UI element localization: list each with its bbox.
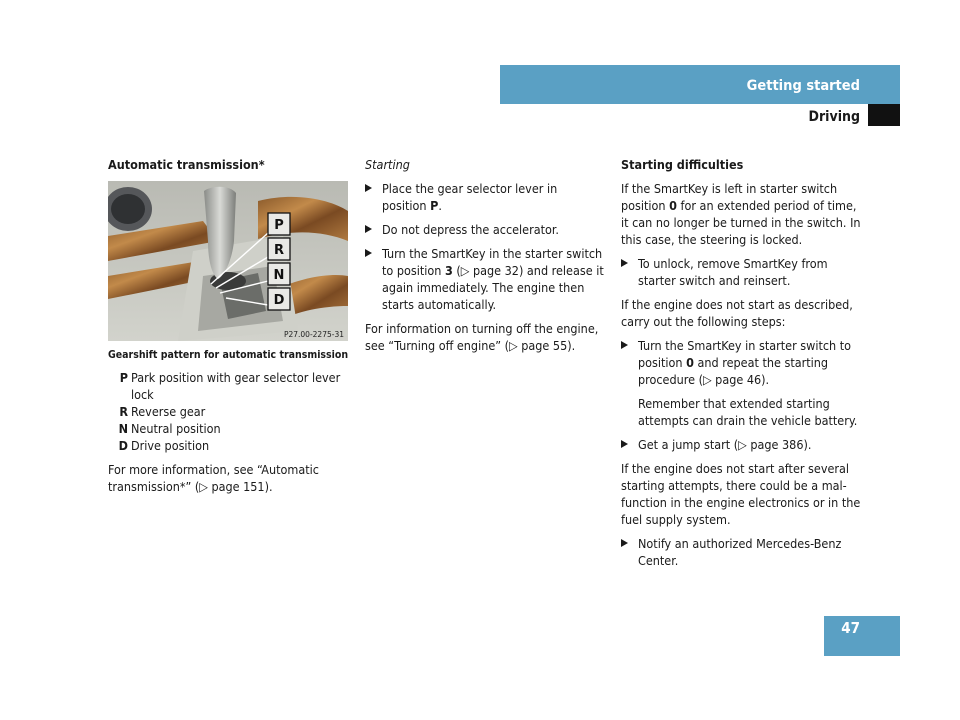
turning-off-info: For information on turning off the engine, see “Turning off engine” (▷ page 55). (365, 321, 599, 353)
step-text: Get a jump start (▷ page 386). (638, 437, 812, 452)
column-2 (365, 156, 605, 361)
legend-item (108, 403, 350, 420)
page-number: 47 (841, 619, 860, 637)
bullet-arrow-icon (621, 539, 628, 547)
bullet-arrow-icon (621, 440, 628, 448)
legend-key: D (118, 438, 128, 453)
legend-key: R (119, 404, 128, 419)
step-text-end: . (438, 198, 442, 213)
header-band (500, 65, 900, 104)
legend-text: Park position with gear selector lever lock (131, 370, 341, 402)
heading-automatic-transmission: Automatic transmission* (108, 157, 265, 172)
instruction-step (365, 221, 605, 238)
instruction-step (621, 255, 863, 289)
bullet-arrow-icon (365, 184, 372, 192)
instruction-step (365, 245, 605, 313)
legend-key: P (119, 370, 128, 385)
position-value: 0 (669, 198, 677, 213)
position-value: P (430, 198, 439, 213)
gearshift-figure (108, 181, 348, 341)
figure-label-r: R (273, 243, 285, 258)
instruction-step (621, 436, 863, 453)
step-text: Do not depress the accelerator. (382, 222, 559, 237)
paragraph: If the engine does not start as described, carry out the following steps: (621, 297, 853, 329)
legend-item (108, 420, 350, 437)
bullet-arrow-icon (365, 249, 372, 257)
legend-text: Neutral position (131, 421, 221, 436)
legend-list (108, 369, 350, 454)
paragraph: If the engine does not start after several starting attempts, there could be a mal-function in the engine electronics or in the fuel supply system. (621, 461, 861, 527)
step-text: Turn the SmartKey in starter switch to position (638, 338, 852, 370)
figure-label-p: P (274, 218, 284, 233)
figure-label-d: D (273, 293, 285, 308)
bullet-arrow-icon (365, 225, 372, 233)
figure-label-n: N (273, 268, 285, 283)
instruction-step (621, 337, 863, 388)
figure-caption: Gearshift pattern for automatic transmission (108, 349, 349, 361)
step-text-end: and repeat the starting procedure (▷ page 46). (638, 355, 829, 387)
text-run: If the SmartKey is left in starter switch position (621, 181, 838, 213)
column-3 (621, 156, 863, 576)
heading-starting: Starting (365, 157, 410, 172)
legend-key: N (118, 421, 128, 436)
step-text-end: (▷ page 32) and release it again immediately. The engine then starts automatically. (382, 263, 604, 312)
step-text: Notify an authorized Mercedes-Benz Center. (638, 536, 842, 568)
instruction-step (621, 535, 863, 569)
header-marker (868, 104, 900, 126)
text-run: for an extended period of time, it can no longer be turned in the switch. In this case, the steering is locked. (621, 198, 861, 247)
step-text: To unlock, remove SmartKey from starter switch and reinsert. (638, 256, 828, 288)
heading-starting-difficulties: Starting difficulties (621, 157, 744, 172)
legend-item (108, 369, 350, 403)
subsection-title: Driving (808, 109, 860, 125)
legend-item (108, 437, 350, 454)
instruction-step (365, 180, 605, 214)
step-text: Place the gear selector lever in position (382, 181, 558, 213)
section-title: Getting started (746, 78, 860, 94)
more-info-text: For more information, see “Automatic transmission*” (▷ page 151). (108, 462, 319, 494)
position-value: 0 (686, 355, 694, 370)
column-1 (108, 156, 350, 502)
legend-text: Drive position (131, 438, 210, 453)
paragraph (621, 180, 863, 248)
gearshift-illustration (108, 181, 348, 341)
step-note: Remember that extended starting attempts can drain the vehicle battery. (638, 396, 858, 428)
position-value: 3 (444, 263, 453, 278)
legend-text: Reverse gear (131, 404, 206, 419)
figure-code: P27.00-2275-31 (283, 330, 344, 339)
bullet-arrow-icon (621, 259, 628, 267)
bullet-arrow-icon (621, 341, 628, 349)
page-number-box (824, 616, 900, 656)
step-text: Turn the SmartKey in the starter switch to position (382, 246, 603, 278)
